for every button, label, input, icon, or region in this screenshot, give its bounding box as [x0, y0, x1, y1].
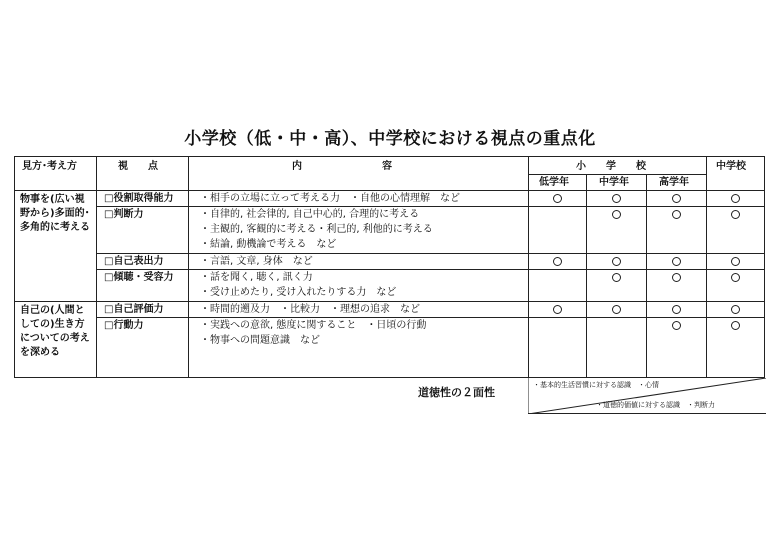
perspective-label: □自己評価力 — [104, 304, 164, 315]
legend-upper: ・基本的生活習慣に対する認識 ・心情 — [533, 381, 659, 389]
content-line: ・受け止めたり, 受け入れたりする力 など — [200, 287, 397, 298]
mark-circle-low — [553, 257, 562, 266]
group-divider — [14, 301, 765, 302]
row-divider — [96, 206, 765, 207]
perspective-label: □行動力 — [104, 320, 144, 331]
content-line: ・相手の立場に立って考える力 ・自他の心情理解 など — [200, 193, 460, 204]
mark-circle-junior-high — [731, 194, 740, 203]
legend-lower: ・道徳的価値に対する認識 ・判断力 — [596, 401, 715, 409]
content-line: ・実践への意欲, 態度に関すること ・日頃の行動 — [200, 320, 427, 331]
mark-circle-low — [553, 305, 562, 314]
mark-circle-junior-high — [731, 321, 740, 330]
row-divider — [96, 317, 765, 318]
mark-circle-high — [672, 305, 681, 314]
mark-circle-mid — [612, 305, 621, 314]
row-divider — [528, 174, 706, 175]
legend-label: 道徳性の２面性 — [418, 386, 495, 399]
mark-circle-mid — [612, 194, 621, 203]
mark-circle-high — [672, 210, 681, 219]
mark-circle-high — [672, 257, 681, 266]
col-divider — [586, 174, 587, 378]
content-line: ・話を聞く, 聴く, 訊く力 — [200, 272, 313, 283]
mark-circle-high — [672, 194, 681, 203]
perspective-label: □自己表出力 — [104, 256, 164, 267]
mark-circle-junior-high — [731, 210, 740, 219]
mark-circle-high — [672, 321, 681, 330]
content-line: ・言語, 文章, 身体 など — [200, 256, 313, 267]
mark-circle-mid — [612, 210, 621, 219]
header-junior-high: 中学校 — [716, 161, 746, 172]
group-label: 自己の(人間としての)生き方についての考えを深める — [20, 305, 90, 358]
header-elementary: 小 学 校 — [576, 161, 646, 172]
group-label: 物事を(広い視野から)多面的･多角的に考える — [20, 194, 90, 233]
mark-circle-mid — [612, 257, 621, 266]
mark-circle-junior-high — [731, 273, 740, 282]
mark-circle-mid — [612, 273, 621, 282]
header-content: 内 容 — [292, 161, 392, 172]
content-line: ・結論, 動機論で考える など — [200, 239, 337, 250]
header-grade-high: 高学年 — [659, 177, 689, 188]
mark-circle-high — [672, 273, 681, 282]
header-grade-mid: 中学年 — [599, 177, 629, 188]
content-line: ・自律的, 社会律的, 自己中心的, 合理的に考える — [200, 209, 420, 220]
header-bottom — [14, 190, 765, 191]
row-divider — [96, 253, 765, 254]
mark-circle-junior-high — [731, 305, 740, 314]
header-perspective: 視 点 — [118, 161, 158, 172]
content-line: ・時間的遡及力 ・比較力 ・理想の追求 など — [200, 304, 420, 315]
perspective-label: □判断力 — [104, 209, 144, 220]
row-divider — [96, 269, 765, 270]
header-view: 見方･考え方 — [22, 161, 77, 172]
page-title: 小学校（低・中・高）、中学校における視点の重点化 — [184, 129, 596, 149]
mark-circle-junior-high — [731, 257, 740, 266]
perspective-label: □傾聴・受容力 — [104, 272, 174, 283]
content-line: ・物事への問題意識 など — [200, 335, 320, 346]
content-line: ・主観的, 客観的に考える・利己的, 利他的に考える — [200, 224, 433, 235]
col-divider — [646, 174, 647, 378]
header-grade-low: 低学年 — [539, 177, 569, 188]
mark-circle-low — [553, 194, 562, 203]
perspective-label: □役割取得能力 — [104, 193, 174, 204]
